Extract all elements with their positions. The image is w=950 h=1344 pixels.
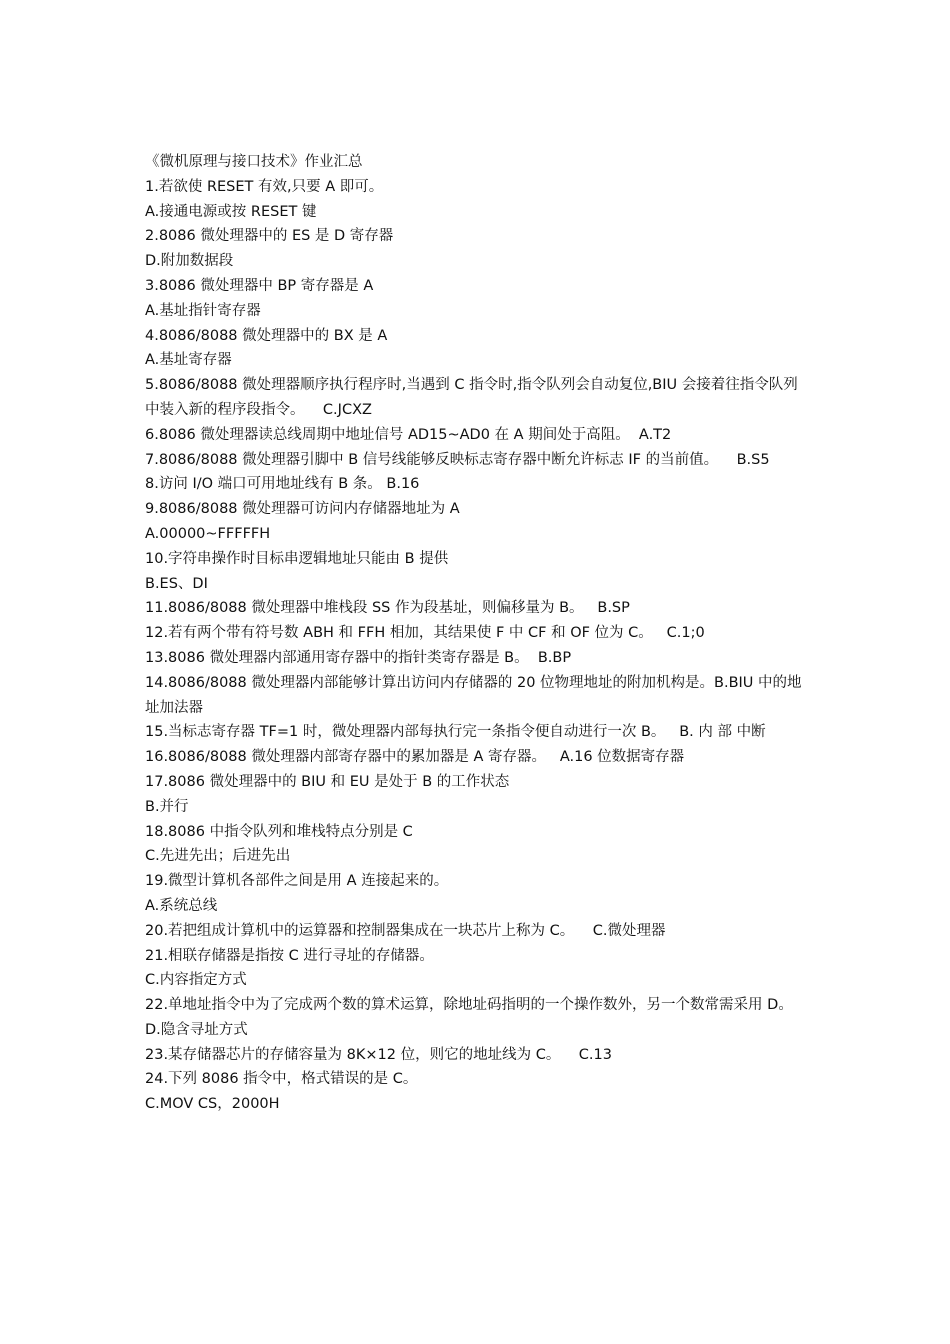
text-line: 1.若欲使 RESET 有效,只要 A 即可。 <box>145 178 384 195</box>
text-line: 22.单地址指令中为了完成两个数的算术运算，除地址码指明的一个操作数外，另一个数常需采用 D。 <box>145 997 793 1014</box>
text-line: 2.8086 微处理器中的 ES 是 D 寄存器 <box>145 228 394 245</box>
text-line: A.基址指针寄存器 <box>145 302 261 319</box>
text-line: 10.字符串操作时目标串逻辑地址只能由 B 提供 <box>145 550 449 567</box>
text-line: C.MOV CS，2000H <box>145 1096 280 1113</box>
text-line: A.基址寄存器 <box>145 352 232 369</box>
text-line: 5.8086/8088 微处理器顺序执行程序时,当遇到 C 指令时,指令队列会自动复位,BIU 会接着往指令队列中装入新的程序段指令。 C.JCXZ <box>145 377 798 418</box>
text-line: D.附加数据段 <box>145 253 234 270</box>
text-line: 6.8086 微处理器读总线周期中地址信号 AD15~AD0 在 A 期间处于高阻。 A.T2 <box>145 426 672 443</box>
text-line: B.并行 <box>145 798 189 815</box>
text-line: 16.8086/8088 微处理器内部寄存器中的累加器是 A 寄存器。 A.16 位数据寄存器 <box>145 749 685 766</box>
text-line: A.00000~FFFFFH <box>145 525 271 542</box>
document-title: 《微机原理与接口技术》作业汇总 <box>145 154 363 170</box>
text-line: 18.8086 中指令队列和堆栈特点分别是 C <box>145 823 413 840</box>
text-line: 15.当标志寄存器 TF=1 时，微处理器内部每执行完一条指令便自动进行一次 B。 B. 内 部 中断 <box>145 724 766 741</box>
text-line: A.接通电源或按 RESET 键 <box>145 203 317 220</box>
text-line: C.先进先出；后进先出 <box>145 848 291 865</box>
text-line: 7.8086/8088 微处理器引脚中 B 信号线能够反映标志寄存器中断允许标志 IF 的当前值。 B.S5 <box>145 451 770 468</box>
text-line: 13.8086 微处理器内部通用寄存器中的指针类寄存器是 B。 B.BP <box>145 649 572 666</box>
text-line: 8.访问 I/O 端口可用地址线有 B 条。 B.16 <box>145 476 420 493</box>
text-line: A.系统总线 <box>145 897 218 914</box>
text-line: 4.8086/8088 微处理器中的 BX 是 A <box>145 327 388 344</box>
text-line: 17.8086 微处理器中的 BIU 和 EU 是处于 B 的工作状态 <box>145 773 510 790</box>
text-line: 11.8086/8088 微处理器中堆栈段 SS 作为段基址，则偏移量为 B。 B.SP <box>145 600 630 617</box>
text-line: 12.若有两个带有符号数 ABH 和 FFH 相加，其结果使 F 中 CF 和 OF 位为 C。 C.1;0 <box>145 625 705 642</box>
text-line: C.内容指定方式 <box>145 972 247 989</box>
text-line: 19.微型计算机各部件之间是用 A 连接起来的。 <box>145 873 449 890</box>
text-line: 14.8086/8088 微处理器内部能够计算出访问内存储器的 20 位物理地址的附加机构是。B.BIU 中的地址加法器 <box>145 674 802 716</box>
document-body <box>145 150 810 1117</box>
text-line: 20.若把组成计算机中的运算器和控制器集成在一块芯片上称为 C。 C.微处理器 <box>145 922 666 939</box>
text-line: B.ES、DI <box>145 575 208 592</box>
text-line: 24.下列 8086 指令中，格式错误的是 C。 <box>145 1071 418 1088</box>
text-line: 23.某存储器芯片的存储容量为 8K×12 位，则它的地址线为 C。 C.13 <box>145 1046 612 1063</box>
text-line: D.隐含寻址方式 <box>145 1021 248 1038</box>
text-line: 21.相联存储器是指按 C 进行寻址的存储器。 <box>145 947 434 964</box>
text-line: 3.8086 微处理器中 BP 寄存器是 A <box>145 277 374 294</box>
text-line: 9.8086/8088 微处理器可访问内存储器地址为 A <box>145 501 460 518</box>
